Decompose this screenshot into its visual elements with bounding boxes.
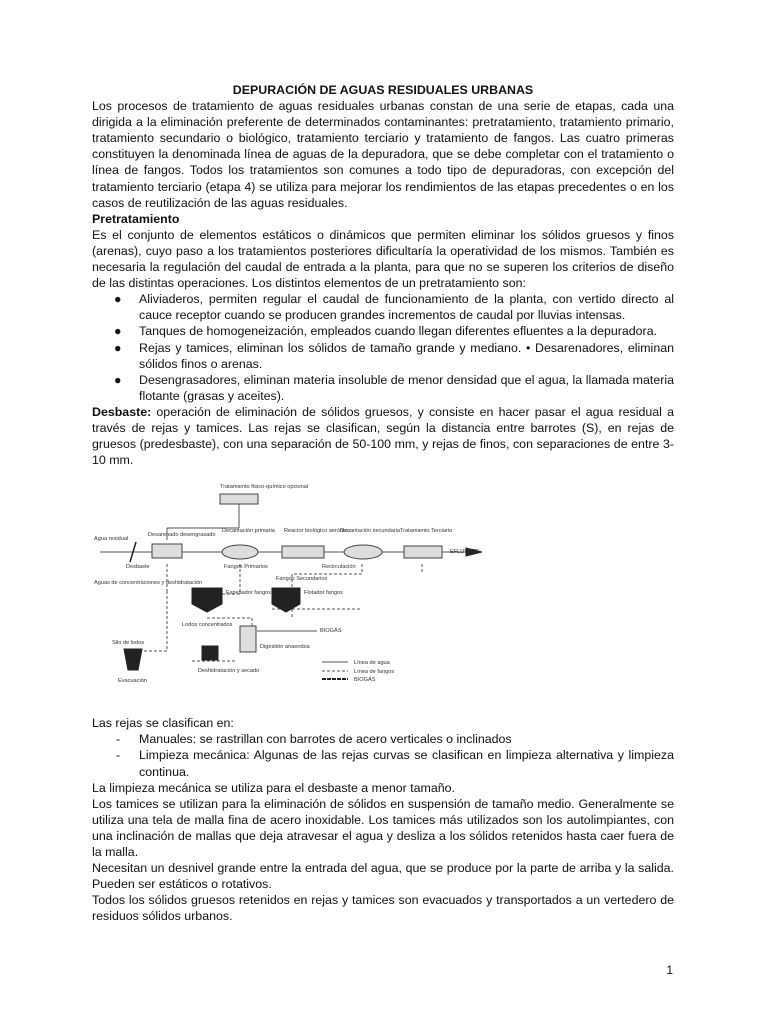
page-number: 1 [666,963,673,977]
label-flotador: Flotador fangos [304,590,343,597]
document-title: DEPURACIÓN DE AGUAS RESIDUALES URBANAS [232,83,534,97]
list-item-text: Limpieza mecánica: Algunas de las rejas curvas se clasifican en limpieza alternativa y limpieza continua. [139,748,674,779]
label-decantacion-primaria: Decantación primaria [222,528,275,535]
label-digestion: Digestión anaerobia [260,644,310,651]
bullet-marker: ● [114,324,122,339]
label-deshidratacion: Deshidratación y secado [198,668,260,675]
list-item-text: Rejas y tamices, eliminan los sólidos de tamaño grande y mediano. • Desarenadores, eliminan sólidos finos o arenas. [139,340,674,371]
document-page [92,82,674,924]
list-item [92,323,674,339]
label-efluente: EFLUENTE [450,549,480,556]
label-desarenado: Desarenado desengrasado [148,532,216,539]
label-fangos-primarios: Fangos Primarios [224,564,268,571]
pretratamiento-paragraph: Es el conjunto de elementos estáticos o dinámicos que permiten eliminar los sólidos gruesos y finos (arenas), cuyo paso a los tratamientos posteriores dificultaría la operatividad de los mismos. También es necesaria la regulación del caudal de entrada a la planta, para que no se superen los criterios de diseño de las distintas operaciones. Los distintos elementos de un pretratamiento son: [92,227,674,291]
treatment-process-diagram [92,476,496,706]
pretratamiento-list [92,291,674,404]
rejas-list [92,731,674,779]
list-item-text: Aliviaderos, permiten regular el caudal de funcionamiento de la planta, con vertido directo al cauce receptor cuando se producen grandes incrementos de caudal por lluvias intensas. [139,292,674,323]
label-decantacion-secundaria: Decantación secundaria [340,528,401,535]
label-desbaste: Desbaste [126,564,150,571]
bullet-marker: ● [114,292,122,307]
dash-marker: - [116,732,121,747]
label-tratamiento-fq: Tratamiento físico-químico opcional [220,484,309,491]
desnivel-paragraph: Necesitan un desnivel grande entre la entrada del agua, que se produce por la parte de arriba y la salida. Pueden ser estáticos o rotativos. [92,861,674,892]
list-item-text: Desengrasadores, eliminan materia insoluble de menor densidad que el agua, la llamada materia flotante (grasas y aceites). [139,372,674,403]
list-item [92,291,674,323]
bullet-marker: ● [114,340,122,355]
bullet-marker: ● [114,372,122,387]
desbaste-text: operación de eliminación de sólidos gruesos, y consiste en hacer pasar el agua residual a través de rejas y tamices. Las rejas se clasifican, según la distancia entre barrotes (S), en rejas de gruesos (predesbaste), con una separación de 50-100 mm, y rejas de finos, con separaciones de entre 3-10 mm. [92,404,674,468]
list-item [92,747,674,779]
label-evacuacion: Evacuación [118,678,147,685]
list-item-text: Manuales: se rastrillan con barrotes de acero verticales o inclinados [139,732,512,747]
rejas-intro: Las rejas se clasifican en: [92,716,234,731]
desbaste-label: Desbaste: [92,404,152,419]
list-item [92,372,674,404]
tamices-paragraph: Los tamices se utilizan para la eliminación de sólidos en suspensión de tamaño medio. Generalmente se utiliza una tela de malla fina de acero inoxidable. Los tamices más utilizados son los autolimpiantes, con una inclinación de mallas que deja atravesar el agua y desliza a los sólidos retenidos hasta caer fuera de la malla. [92,796,674,859]
solidos-paragraph: Todos los sólidos gruesos retenidos en rejas y tamices son evacuados y transportados a un vertedero de residuos sólidos urbanos. [92,893,674,924]
dash-marker: - [116,748,121,763]
label-aguas-conc: Aguas de concentraciones y deshidratación [94,580,203,587]
diagram-svg [92,476,496,706]
label-silo: Silo de lodos [112,640,145,647]
list-item [92,731,674,747]
limpieza-paragraph: La limpieza mecánica se utiliza para el desbaste a menor tamaño. [92,780,455,795]
legend-fangos: Línea de fangos [354,669,395,676]
label-reactor: Reactor biológico aeróbico [284,528,351,535]
label-terciario: Tratamiento Terciario [400,528,453,535]
desbaste-paragraph [92,404,674,468]
label-espesador: Espesador fangos [226,590,272,597]
label-recirculacion: Recirculación [322,564,356,571]
label-biogas-arrow: BIOGÁS [320,628,342,635]
list-item-text: Tanques de homogeneización, empleados cuando llegan diferentes efluentes a la depuradora. [139,324,658,339]
label-lodos-conc: Lodos concentrados [182,622,233,629]
label-fangos-secundarios: Fangos Secundarios [276,576,328,583]
pretratamiento-heading: Pretratamiento [92,211,180,226]
legend-biogas: BIOGÁS [354,677,376,684]
list-item [92,340,674,372]
legend-agua: Línea de agua [354,660,390,667]
label-agua-residual: Agua residual [94,536,129,543]
intro-paragraph: Los procesos de tratamiento de aguas residuales urbanas constan de una serie de etapas, cada una dirigida a la eliminación preferente de determinados contaminantes: pretratamiento, tratamiento primario, tratamiento secundario o biológico, tratamiento terciario y tratamiento de fangos. Las cuatro primeras constituyen la denominada línea de aguas de la depuradora, que se debe completar con el tratamiento o línea de fangos. Todos los tratamientos son comunes a todo tipo de depuradoras, con excepción del tratamiento terciario (etapa 4) se utiliza para mejorar los rendimientos de las etapas precedentes o en los casos de reutilización de las aguas residuales. [92,99,674,210]
